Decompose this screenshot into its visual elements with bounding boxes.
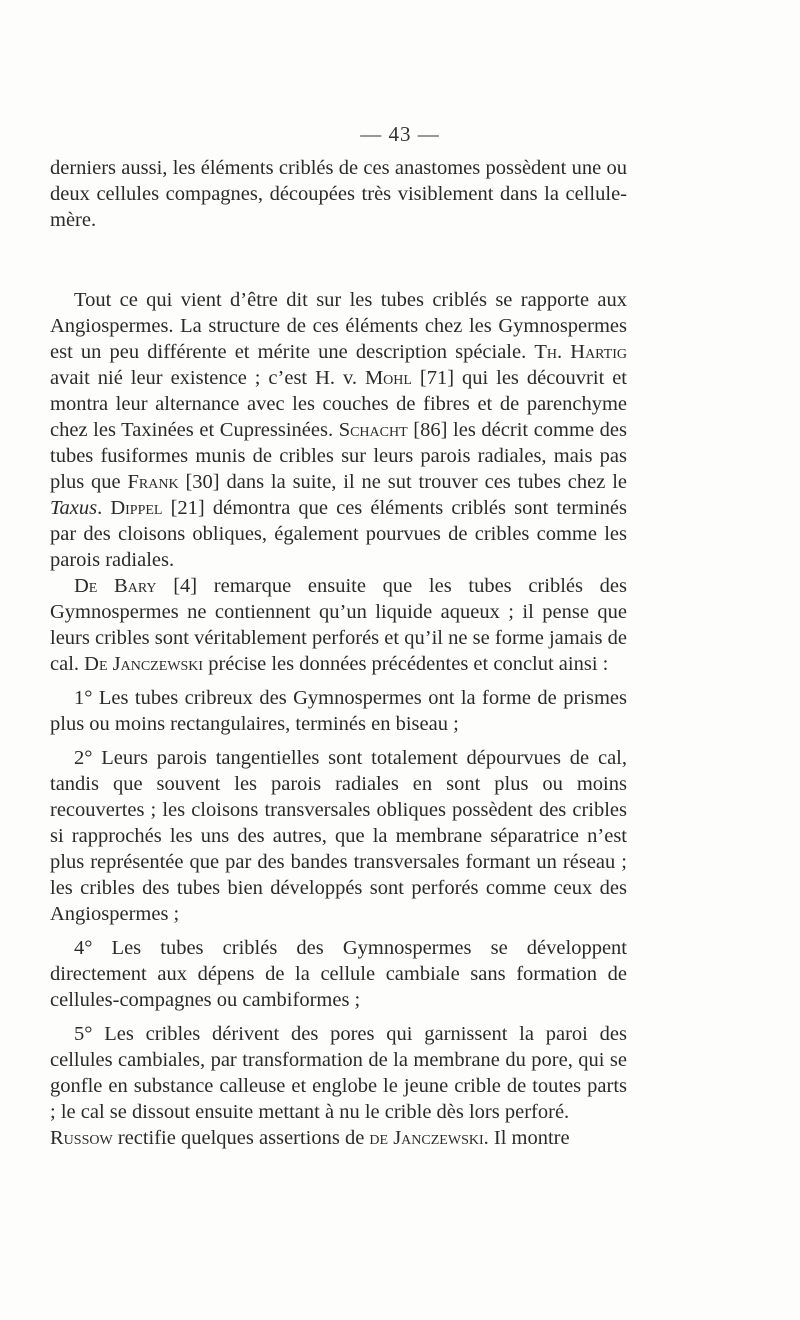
text-run: . Il montre xyxy=(483,1127,570,1149)
paragraph-russow xyxy=(50,1125,627,1151)
author-name: De Bary xyxy=(74,575,157,597)
author-name: de Janczewski xyxy=(369,1127,484,1149)
body-text xyxy=(50,155,627,1151)
author-name: Th. Hartig xyxy=(534,341,628,363)
author-name: Mohl xyxy=(364,367,412,389)
text-run: [21] démontra que ces éléments criblés sont terminés par des cloisons obliques, également pourvues de cribles comme les parois radiales. xyxy=(50,497,627,571)
paragraph-gymnosperms-intro xyxy=(50,287,627,573)
text-run: avait nié leur existence ; c’est H. v. xyxy=(50,367,365,389)
text-run: précise les données précédentes et conclut ainsi : xyxy=(203,653,609,675)
author-name: Dippel xyxy=(110,497,163,519)
list-item-4: 4° Les tubes criblés des Gymnospermes se développent directement aux dépens de la cellule cambiale sans formation de cellules-compagnes ou cambiformes ; xyxy=(50,937,627,1011)
author-name: Russow xyxy=(50,1127,113,1149)
list-item-1: 1° Les tubes cribreux des Gymnospermes ont la forme de prismes plus ou moins rectangulaires, terminés en biseau ; xyxy=(50,687,627,735)
text-run: [30] dans la suite, il ne sut trouver ces tubes chez le xyxy=(178,471,627,493)
author-name: De Janczewski xyxy=(84,653,204,675)
text-run: rectifie quelques assertions de xyxy=(112,1127,370,1149)
genus-name: Taxus xyxy=(50,497,98,519)
text-run: Tout ce qui vient d’être dit sur les tubes criblés se rapporte aux Angiospermes. La structure de ces éléments chez les Gymnospermes est un peu différente et mérite une description spéciale. xyxy=(50,289,627,363)
text-run: [71] qui les découvrit et montra leur alternance avec les couches de fibres et de parenchyme chez les Taxinées et Cupressinées. xyxy=(50,367,627,441)
list-item-2: 2° Leurs parois tangentielles sont totalement dépourvues de cal, tandis que souvent les parois radiales en sont plus ou moins recouvertes ; les cloisons transversales obliques possèdent des cribles si rapprochés les uns des autres, que la membrane séparatrice n’est plus représentée que par des bandes transversales formant un réseau ; les cribles des tubes bien développés sont perforés comme ceux des Angiospermes ; xyxy=(50,747,627,925)
page-number: — 43 — xyxy=(360,122,440,146)
author-name: Frank xyxy=(127,471,179,493)
list-item-5: 5° Les cribles dérivent des pores qui garnissent la paroi des cellules cambiales, par transformation de la membrane du pore, qui se gonfle en substance calleuse et englobe le jeune crible de toutes parts ; le cal se dissout ensuite mettant à nu le crible dès lors perforé. xyxy=(50,1023,627,1123)
author-name: Schacht xyxy=(338,419,408,441)
paragraph-de-bary xyxy=(50,573,627,677)
paragraph-continuation: derniers aussi, les éléments criblés de ces anastomes possèdent une ou deux cellules compagnes, découpées très visiblement dans la cellule-mère. xyxy=(50,157,627,231)
text-run: [4] remarque ensuite que les tubes criblés des Gymnospermes ne contiennent qu’un liquide aqueux ; il pense que leurs cribles sont véritablement perforés et qu’il ne se forme jamais de cal. xyxy=(50,575,627,675)
text-run: . xyxy=(97,497,111,519)
text-run: [86] les décrit comme des tubes fusiformes munis de cribles sur leurs parois radiales, mais pas plus que xyxy=(50,419,627,493)
